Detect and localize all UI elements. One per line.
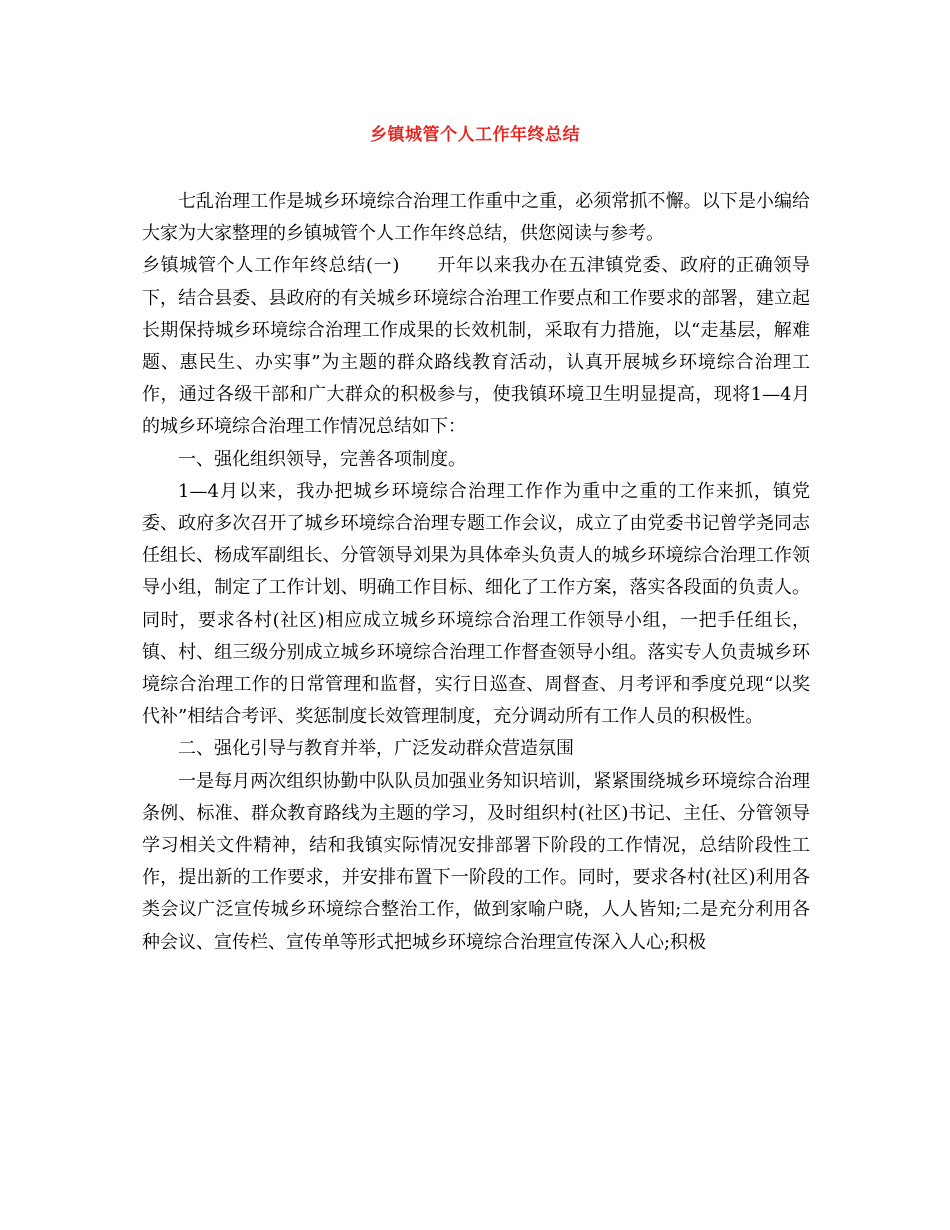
paragraph-section-one-opening: 乡镇城管个人工作年终总结(一) 开年以来我办在五津镇党委、政府的正确领导下，结合县委、县政府的有关城乡环境综合治理工作要点和工作要求的部署，建立起长期保持城乡环境综合治理工作成果的长效机制，采取有力措施，以“走基层，解难题、惠民生、办实事”为主题的群众路线教育活动，认真开展城乡环境综合治理工作，通过各级干部和广大群众的积极参与，使我镇环境卫生明显提高，现将1—4月的城乡环境综合治理工作情况总结如下：	[142, 255, 810, 438]
paragraph-training-publicity: 一是每月两次组织协勤中队队员加强业务知识培训，紧紧围绕城乡环境综合治理条例、标准、群众教育路线为主题的学习，及时组织村(社区)书记、主任、分管领导学习相关文件精神，结和我镇实际情况安排部署下阶段的工作情况，总结阶段性工作，提出新的工作要求，并安排布置下一阶段的工作。同时，要求各村(社区)利用各类会议广泛宣传城乡环境综合整治工作，做到家喻户晓，人人皆知;二是充分利用各种会议、宣传栏、宣传单等形式把城乡环境综合治理宣传深入人心;积极	[142, 770, 810, 953]
paragraph-intro: 七乱治理工作是城乡环境综合治理工作重中之重，必须常抓不懈。以下是小编给大家为大家整理的乡镇城管个人工作年终总结，供您阅读与参考。	[142, 191, 810, 245]
heading-strengthen-organization: 一、强化组织领导，完善各项制度。	[178, 448, 466, 470]
heading-guidance-education: 二、强化引导与教育并举，广泛发动群众营造氛围	[178, 738, 574, 760]
paragraph-organization-details: 1—4月以来，我办把城乡环境综合治理工作作为重中之重的工作来抓，镇党委、政府多次召开了城乡环境综合治理专题工作会议，成立了由党委书记曾学尧同志任组长、杨成军副组长、分管领导刘果为具体牵头负责人的城乡环境综合治理工作领导小组，制定了工作计划、明确工作目标、细化了工作方案，落实各段面的负责人。同时，要求各村(社区)相应成立城乡环境综合治理工作领导小组，一把手任组长，镇、村、组三级分别成立城乡环境综合治理工作督查领导小组。落实专人负责城乡环境综合治理工作的日常管理和监督，实行日巡查、周督查、月考评和季度兑现“以奖代补”相结合考评、奖惩制度长效管理制度，充分调动所有工作人员的积极性。	[142, 480, 810, 728]
document-body	[142, 186, 810, 959]
document-title: 乡镇城管个人工作年终总结	[370, 125, 580, 145]
